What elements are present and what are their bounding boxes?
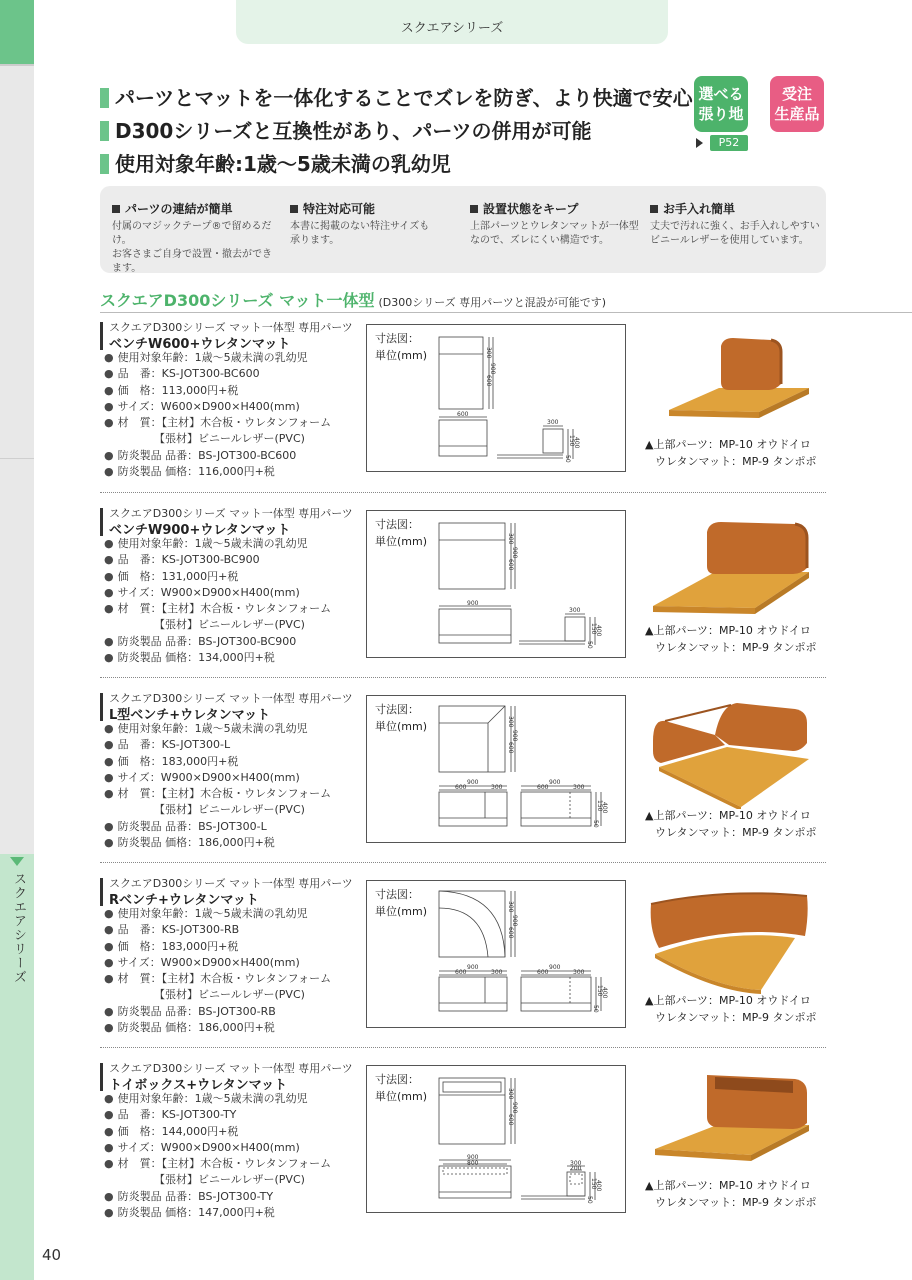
spec-size: ● サイズ：W900×D900×H400(mm): [104, 770, 331, 786]
dim-front-width: 900: [467, 779, 479, 786]
spec-material-cover: 【張材】ビニールレザー(PVC): [154, 432, 305, 446]
dim-top-depth: 900: [511, 1102, 518, 1114]
dim-side-a: 600: [537, 784, 549, 791]
dim-top-depth2: 600: [485, 375, 492, 387]
dim-top-depth: 900: [511, 730, 518, 742]
product-bar-icon: [100, 693, 103, 721]
dim-top-side: 300: [507, 1088, 514, 1100]
feature-box: [100, 186, 826, 273]
product-category: スクエアD300シリーズ マット一体型 専用パーツ: [109, 321, 353, 334]
dim-top-depth2: 600: [507, 742, 514, 754]
headline-2: [100, 115, 592, 144]
made-to-order-line1: 受注: [781, 85, 812, 103]
feature-title: お手入れ簡単: [650, 200, 820, 217]
dimension-label: 寸法図： 単位(mm): [375, 332, 428, 362]
headline-text: 使用対象年齢:1歳〜5歳未満の乳幼児: [115, 152, 451, 176]
spec-code: ● 品 番：KS-JOT300-RB: [104, 922, 331, 938]
product-l-bench: [100, 685, 826, 855]
photo-caption: ▲上部パーツ：MP-10 オウドイロ ウレタンマット：MP-9 タンポポ: [645, 809, 817, 839]
dim-front-width: 900: [467, 964, 479, 971]
dimension-label: 寸法図： 単位(mm): [375, 1073, 428, 1103]
dim-top-side: 300: [485, 347, 492, 359]
product-toy-box: [100, 1055, 826, 1225]
dimension-drawing: [366, 880, 626, 1028]
dim-top-depth: 900: [511, 547, 518, 559]
photo-caption: ▲上部パーツ：MP-10 オウドイロ ウレタンマット：MP-9 タンポポ: [645, 1179, 817, 1209]
dimension-svg: [367, 511, 627, 659]
dim-top-depth: 900: [489, 363, 496, 375]
dim-mat-height: 50: [564, 455, 571, 463]
side-label: スクエアシリーズ: [11, 872, 26, 984]
dim-side-b: 300: [573, 784, 585, 791]
spec-material: ● 材 質：【主材】木合板・ウレタンフォーム: [104, 601, 331, 617]
product-photo: [645, 328, 815, 438]
feature-desc: 本書に掲載のない特注サイズも 承ります。: [290, 221, 430, 246]
spec-fr-code: ● 防炎製品 品番：BS-JOT300-BC600: [104, 448, 331, 464]
series-subtitle: (D300シリーズ 専用パーツと混設が可能です): [378, 296, 607, 309]
side-index-divider: [0, 458, 34, 459]
dim-side-height: 150: [590, 623, 597, 635]
dim-mat-height: 50: [592, 1005, 599, 1013]
product-name: L型ベンチ+ウレタンマット: [109, 708, 271, 723]
dim-side-height: 150: [590, 1178, 597, 1190]
dim-side-height: 150: [568, 435, 575, 447]
spec-material: ● 材 質：【主材】木合板・ウレタンフォーム: [104, 786, 331, 802]
feature-item: [650, 200, 820, 248]
dim-side-height2: 400: [601, 987, 608, 999]
series-title-text: スクエアD300シリーズ マット一体型: [100, 291, 375, 310]
spec-material-cover: 【張材】ビニールレザー(PVC): [154, 1173, 305, 1187]
dim-side-b: 300: [573, 969, 585, 976]
product-bar-icon: [100, 1063, 103, 1091]
header-tab: スクエアシリーズ: [236, 0, 668, 44]
side-tab-top: [0, 0, 34, 64]
dim-top-side: 300: [507, 901, 514, 913]
dimension-drawing: [366, 324, 626, 472]
headline-bar-icon: [100, 121, 109, 141]
spec-price: ● 価 格：131,000円+税: [104, 569, 331, 585]
spec-price: ● 価 格：183,000円+税: [104, 939, 331, 955]
feature-item: [470, 200, 640, 248]
headline-text: D300シリーズと互換性があり、パーツの併用が可能: [115, 119, 592, 143]
dim-mat-height: 50: [586, 641, 593, 649]
headline-3: [100, 148, 451, 177]
spec-fr-price: ● 防炎製品 価格：186,000円+税: [104, 1020, 331, 1036]
dim-mat-height: 50: [586, 1196, 593, 1204]
dim-side-height2: 400: [573, 437, 580, 449]
feature-desc: 丈夫で汚れに強く、お手入れしやすい ビニールレザーを使用しています。: [650, 221, 820, 246]
spec-price: ● 価 格：144,000円+税: [104, 1124, 331, 1140]
spec-fr-code: ● 防炎製品 品番：BS-JOT300-L: [104, 819, 331, 835]
spec-list: [104, 1091, 331, 1221]
side-arrow-icon: [10, 857, 24, 866]
dim-side-width: 900: [549, 964, 561, 971]
product-photo: [645, 699, 815, 809]
product-photo: [645, 884, 815, 994]
product-bench-w600: [100, 314, 826, 484]
side-index-grey: [0, 64, 34, 854]
product-bench-w900: [100, 500, 826, 670]
dim-top-depth2: 600: [507, 559, 514, 571]
photo-caption: ▲上部パーツ：MP-10 オウドイロ ウレタンマット：MP-9 タンポポ: [645, 438, 817, 468]
spec-fr-code: ● 防炎製品 品番：BS-JOT300-BC900: [104, 634, 331, 650]
product-photo: [645, 514, 815, 624]
fabric-badge: [694, 76, 748, 132]
dotted-divider: [100, 862, 826, 863]
dim-front-width: 600: [457, 411, 469, 418]
page-number: 40: [42, 1246, 62, 1264]
dim-front-a: 600: [455, 969, 467, 976]
spec-fr-price: ● 防炎製品 価格：116,000円+税: [104, 464, 331, 480]
dim-front-b: 300: [491, 784, 503, 791]
dim-top-side: 300: [507, 533, 514, 545]
headline-bar-icon: [100, 88, 109, 108]
feature-item: [290, 200, 460, 248]
spec-age: ● 使用対象年齢：1歳〜5歳未満の乳幼児: [104, 721, 331, 737]
dim-top-depth: 900: [511, 915, 518, 927]
dim-front-width: 900: [467, 1154, 479, 1161]
dimension-svg: [367, 1066, 627, 1214]
dotted-divider: [100, 1047, 826, 1048]
dim-side-height2: 400: [601, 802, 608, 814]
product-category: スクエアD300シリーズ マット一体型 専用パーツ: [109, 1062, 353, 1075]
dim-side-width: 300: [547, 419, 559, 426]
dim-side-width: 300: [570, 1160, 582, 1167]
spec-material-cover: 【張材】ビニールレザー(PVC): [154, 803, 305, 817]
feature-title: パーツの連結が簡単: [112, 200, 288, 217]
dim-side-height: 150: [596, 800, 603, 812]
feature-desc: 上部パーツとウレタンマットが一体型 なので、ズレにくい構造です。: [470, 221, 639, 246]
spec-age: ● 使用対象年齢：1歳〜5歳未満の乳幼児: [104, 1091, 331, 1107]
spec-price: ● 価 格：113,000円+税: [104, 383, 331, 399]
spec-code: ● 品 番：KS-JOT300-TY: [104, 1107, 331, 1123]
spec-list: [104, 350, 331, 480]
made-to-order-badge: [770, 76, 824, 132]
product-category: スクエアD300シリーズ マット一体型 専用パーツ: [109, 877, 353, 890]
spec-code: ● 品 番：KS-JOT300-BC600: [104, 366, 331, 382]
dim-side-width: 900: [549, 779, 561, 786]
dim-top-depth2: 600: [507, 1114, 514, 1126]
dimension-drawing: [366, 1065, 626, 1213]
spec-fr-price: ● 防炎製品 価格：147,000円+税: [104, 1205, 331, 1221]
fabric-badge-line2: 張り地: [698, 105, 744, 123]
dimension-label: 寸法図： 単位(mm): [375, 518, 428, 548]
spec-age: ● 使用対象年齢：1歳〜5歳未満の乳幼児: [104, 350, 331, 366]
spec-fr-price: ● 防炎製品 価格：186,000円+税: [104, 835, 331, 851]
dimension-svg: [367, 881, 627, 1029]
dimension-label: 寸法図： 単位(mm): [375, 888, 428, 918]
spec-code: ● 品 番：KS-JOT300-L: [104, 737, 331, 753]
spec-age: ● 使用対象年齢：1歳〜5歳未満の乳幼児: [104, 536, 331, 552]
dim-side-width: 300: [569, 607, 581, 614]
product-category: スクエアD300シリーズ マット一体型 専用パーツ: [109, 692, 353, 705]
spec-size: ● サイズ：W600×D900×H400(mm): [104, 399, 331, 415]
feature-item: [112, 200, 288, 276]
photo-caption: ▲上部パーツ：MP-10 オウドイロ ウレタンマット：MP-9 タンポポ: [645, 624, 817, 654]
dim-front-a: 600: [455, 784, 467, 791]
spec-size: ● サイズ：W900×D900×H400(mm): [104, 585, 331, 601]
spec-size: ● サイズ：W900×D900×H400(mm): [104, 955, 331, 971]
spec-material-cover: 【張材】ビニールレザー(PVC): [154, 988, 305, 1002]
dim-mat-height: 50: [592, 820, 599, 828]
divider: [100, 312, 912, 313]
dotted-divider: [100, 492, 826, 493]
spec-material: ● 材 質：【主材】木合板・ウレタンフォーム: [104, 971, 331, 987]
dotted-divider: [100, 677, 826, 678]
product-photo: [645, 1069, 815, 1179]
product-name: ベンチW600+ウレタンマット: [109, 337, 291, 352]
headline-text: パーツとマットを一体化することでズレを防ぎ、より快適で安心: [115, 86, 693, 110]
dim-top-side: 300: [507, 716, 514, 728]
dim-top-depth2: 600: [507, 927, 514, 939]
feature-title: 特注対応可能: [290, 200, 460, 217]
dimension-label: 寸法図： 単位(mm): [375, 703, 428, 733]
spec-list: [104, 536, 331, 666]
product-name: ベンチW900+ウレタンマット: [109, 523, 291, 538]
dim-side-height: 150: [596, 985, 603, 997]
headline-1: [100, 82, 693, 111]
spec-fr-price: ● 防炎製品 価格：134,000円+税: [104, 650, 331, 666]
headline-bar-icon: [100, 154, 109, 174]
spec-code: ● 品 番：KS-JOT300-BC900: [104, 552, 331, 568]
series-title: [100, 288, 606, 311]
photo-caption: ▲上部パーツ：MP-10 オウドイロ ウレタンマット：MP-9 タンポポ: [645, 994, 817, 1024]
dimension-svg: [367, 696, 627, 844]
dim-front-width: 900: [467, 600, 479, 607]
page-ref-link[interactable]: P52: [710, 135, 748, 151]
dim-side-height2: 400: [595, 1180, 602, 1192]
dimension-drawing: [366, 510, 626, 658]
made-to-order-line2: 生産品: [774, 105, 820, 123]
spec-price: ● 価 格：183,000円+税: [104, 754, 331, 770]
product-name: Rベンチ+ウレタンマット: [109, 893, 259, 908]
spec-list: [104, 721, 331, 851]
spec-material-cover: 【張材】ビニールレザー(PVC): [154, 618, 305, 632]
spec-material: ● 材 質：【主材】木合板・ウレタンフォーム: [104, 1156, 331, 1172]
product-category: スクエアD300シリーズ マット一体型 専用パーツ: [109, 507, 353, 520]
dim-side-height2: 400: [595, 625, 602, 637]
dim-side-a: 600: [537, 969, 549, 976]
dim-side-inner: 200: [570, 1165, 582, 1172]
dimension-drawing: [366, 695, 626, 843]
feature-desc: 付属のマジックテープ®で留めるだけ。 お客さまご自身で設置・撤去ができ ます。: [112, 221, 272, 274]
dim-front-b: 300: [491, 969, 503, 976]
spec-list: [104, 906, 331, 1036]
dimension-svg: [367, 325, 627, 473]
product-r-bench: [100, 870, 826, 1040]
product-bar-icon: [100, 878, 103, 906]
product-name: トイボックス+ウレタンマット: [109, 1078, 288, 1093]
feature-title: 設置状態をキープ: [470, 200, 640, 217]
spec-fr-code: ● 防炎製品 品番：BS-JOT300-TY: [104, 1189, 331, 1205]
spec-age: ● 使用対象年齢：1歳〜5歳未満の乳幼児: [104, 906, 331, 922]
spec-size: ● サイズ：W900×D900×H400(mm): [104, 1140, 331, 1156]
spec-material: ● 材 質：【主材】木合板・ウレタンフォーム: [104, 415, 331, 431]
spec-fr-code: ● 防炎製品 品番：BS-JOT300-RB: [104, 1004, 331, 1020]
product-bar-icon: [100, 508, 103, 536]
product-bar-icon: [100, 322, 103, 350]
fabric-badge-line1: 選べる: [698, 85, 744, 103]
triangle-right-icon: [696, 138, 703, 148]
dim-front-inner: 800: [467, 1160, 479, 1167]
